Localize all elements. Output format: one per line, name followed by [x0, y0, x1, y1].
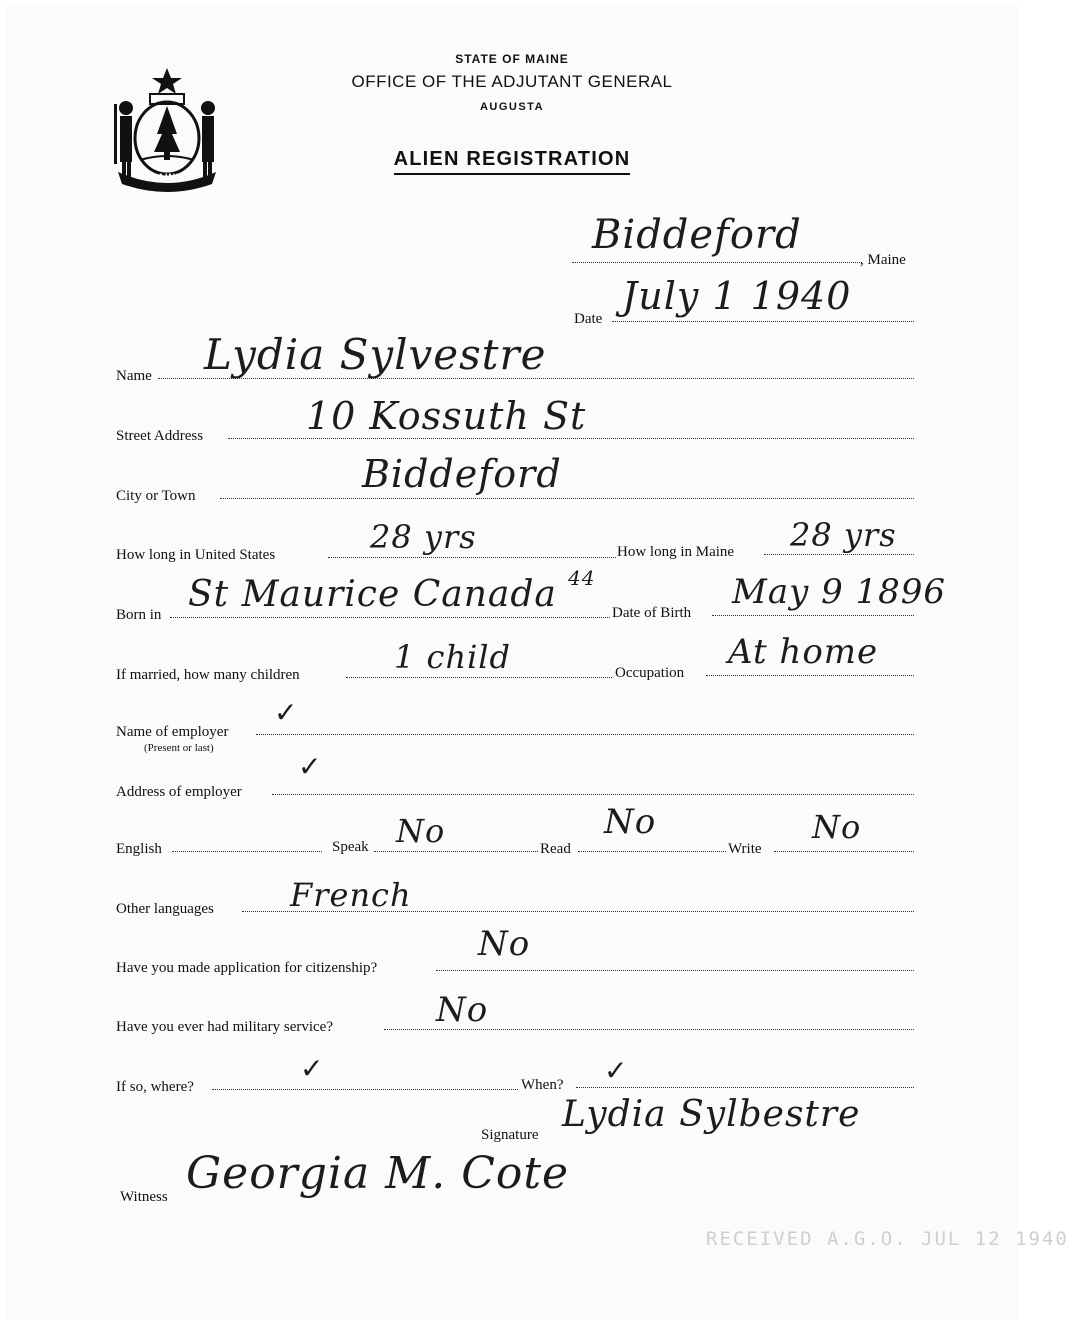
date-value: July 1 1940	[622, 274, 852, 318]
children-label: If married, how many children	[116, 667, 300, 683]
how-long-maine-value: 28 yrs	[790, 516, 897, 554]
born-in-note: 44	[568, 566, 596, 590]
write-value: No	[812, 808, 862, 846]
born-in-label: Born in	[116, 607, 162, 623]
date-of-birth-value: May 9 1896	[732, 572, 947, 612]
name-value: Lydia Sylvestre	[204, 330, 547, 379]
seal-label: MAINE	[149, 172, 183, 182]
how-long-us-value: 28 yrs	[370, 518, 477, 556]
form-title	[0, 148, 1024, 171]
english-line	[172, 851, 322, 852]
place-line	[572, 262, 862, 263]
other-languages-value: French	[290, 876, 412, 914]
occupation-label: Occupation	[615, 665, 685, 681]
place-value: Biddeford	[592, 212, 802, 258]
employer-address-line	[272, 794, 914, 795]
date-line	[612, 321, 914, 322]
header-office: OFFICE OF THE ADJUTANT GENERAL	[351, 72, 673, 91]
employer-label: Name of employer	[116, 724, 229, 740]
signature-label: Signature	[481, 1127, 539, 1143]
read-label: Read	[540, 841, 571, 857]
where-line	[212, 1089, 518, 1090]
write-line	[774, 851, 914, 852]
speak-label: Speak	[332, 839, 369, 855]
read-line	[578, 851, 726, 852]
occupation-value: At home	[728, 632, 879, 672]
citizenship-line	[436, 970, 914, 971]
military-label: Have you ever had military service?	[116, 1019, 333, 1035]
citizenship-label: Have you made application for citizenship?	[116, 960, 378, 976]
name-label: Name	[116, 368, 152, 384]
signature-value: Lydia Sylbestre	[562, 1094, 861, 1135]
header-state: STATE OF MAINE	[455, 52, 569, 66]
street-value: 10 Kossuth St	[306, 394, 587, 438]
write-label: Write	[728, 841, 762, 857]
employer-value: ✓	[274, 696, 299, 729]
when-line	[576, 1087, 914, 1088]
speak-line	[374, 851, 538, 852]
where-label: If so, where?	[116, 1079, 194, 1095]
place-suffix: , Maine	[860, 252, 906, 268]
header-city: AUGUSTA	[479, 101, 545, 113]
employer-sublabel: (Present or last)	[144, 742, 214, 754]
when-value: ✓	[604, 1054, 629, 1087]
how-long-us-line	[328, 557, 616, 558]
witness-value: Georgia M. Cote	[186, 1148, 570, 1199]
how-long-maine-label: How long in Maine	[617, 544, 735, 560]
date-of-birth-line	[712, 615, 914, 616]
how-long-maine-line	[764, 554, 914, 555]
received-stamp: RECEIVED A.G.O. JUL 12 1940	[706, 1228, 1069, 1250]
citizenship-value: No	[478, 924, 531, 964]
speak-value: No	[396, 812, 446, 850]
witness-label: Witness	[120, 1189, 168, 1205]
city-label: City or Town	[116, 488, 196, 504]
how-long-us-label: How long in United States	[116, 547, 276, 563]
born-in-line	[170, 617, 610, 618]
occupation-line	[706, 675, 914, 676]
read-value: No	[604, 802, 657, 842]
street-label: Street Address	[116, 428, 204, 444]
children-value: 1 child	[394, 638, 512, 676]
other-languages-label: Other languages	[116, 901, 214, 917]
form-title-text: ALIEN REGISTRATION	[394, 148, 631, 175]
when-label: When?	[521, 1077, 564, 1093]
military-value: No	[436, 990, 489, 1030]
city-line	[220, 498, 914, 499]
employer-line	[256, 734, 914, 735]
street-line	[228, 438, 914, 439]
english-label: English	[116, 841, 162, 857]
where-value: ✓	[300, 1052, 325, 1085]
city-value: Biddeford	[362, 452, 562, 496]
date-of-birth-label: Date of Birth	[612, 605, 692, 621]
employer-address-label: Address of employer	[116, 784, 242, 800]
children-line	[346, 677, 612, 678]
born-in-value: St Maurice Canada	[188, 574, 557, 615]
employer-address-value: ✓	[298, 750, 323, 783]
date-label: Date	[574, 311, 603, 327]
